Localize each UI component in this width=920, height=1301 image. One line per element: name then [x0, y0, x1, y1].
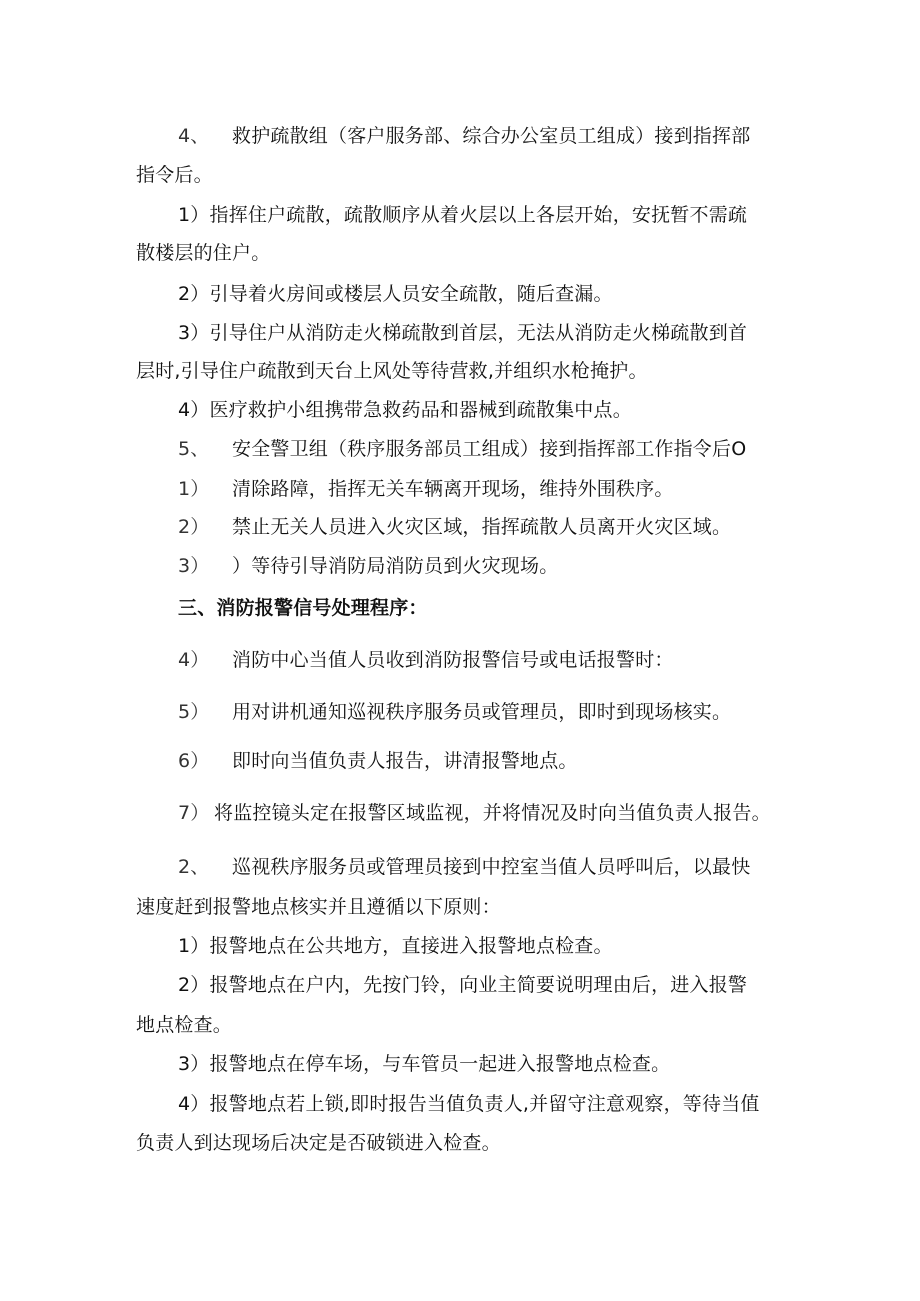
section5-item3 — [178, 554, 558, 578]
paragraph-text: 地点检查。 — [136, 1014, 233, 1036]
section4-item4 — [178, 398, 632, 422]
section4-item1-line2 — [136, 241, 270, 265]
paragraph-text: 3）引导住户从消防走火梯疏散到首层，无法从消防走火梯疏散到首 — [178, 322, 748, 344]
section2-line1 — [178, 855, 750, 879]
section-three-item7 — [178, 801, 771, 825]
section2-line2 — [136, 895, 501, 919]
item-number: 7） — [178, 802, 210, 824]
item-number: 3） — [178, 555, 210, 577]
paragraph-text: 负责人到达现场后决定是否破锁进入检查。 — [136, 1132, 501, 1154]
section-three-item6 — [178, 749, 578, 773]
item-text: 清除路障，指挥无关车辆离开现场，维持外围秩序。 — [232, 478, 674, 500]
paragraph-text: 1）报警地点在公共地方，直接进入报警地点检查。 — [178, 935, 613, 957]
item-number: 5） — [178, 701, 210, 723]
item-number: 1） — [178, 478, 210, 500]
section5-text: 安全警卫组（秩序服务部员工组成）接到指挥部工作指令后O — [232, 438, 747, 460]
paragraph-text: 1）指挥住户疏散，疏散顺序从着火层以上各层开始，安抚暂不需疏 — [178, 204, 748, 226]
item-text: 即时向当值负责人报告，讲清报警地点。 — [232, 750, 578, 772]
item-number: 4） — [178, 649, 210, 671]
section4-line1 — [178, 124, 750, 148]
section4-item2 — [178, 282, 613, 306]
section-three-heading — [178, 596, 428, 620]
section4-text-line2: 指令后。 — [136, 164, 213, 186]
section4-line2 — [136, 163, 213, 187]
section2-item3 — [178, 1052, 670, 1076]
section-three-item4 — [178, 648, 674, 672]
section5-item1 — [178, 477, 674, 501]
section5-number: 5、 — [178, 438, 210, 460]
section-three-item5 — [178, 700, 731, 724]
item-text: ）等待引导消防局消防员到火灾现场。 — [232, 555, 559, 577]
section2-item2-line1 — [178, 973, 747, 997]
section4-text-line1: 救护疏散组（客户服务部、综合办公室员工组成）接到指挥部 — [232, 125, 751, 147]
paragraph-text: 4）医疗救护小组携带急救药品和器械到疏散集中点。 — [178, 399, 632, 421]
section2-text-line1: 巡视秩序服务员或管理员接到中控室当值人员呼叫后，以最快 — [232, 856, 751, 878]
section2-item2-line2 — [136, 1013, 232, 1037]
paragraph-text: 2）报警地点在户内，先按门铃，向业主简要说明理由后，进入报警 — [178, 974, 748, 996]
paragraph-text: 3）报警地点在停车场，与车管员一起进入报警地点检查。 — [178, 1053, 671, 1075]
section2-item4-line1 — [178, 1092, 760, 1116]
section4-item3-line1 — [178, 321, 747, 345]
section5-line — [178, 437, 746, 461]
section4-item1-line1 — [178, 203, 747, 227]
section5-item2 — [178, 515, 731, 539]
paragraph-text: 层时,引导住户疏散到天台上风处等待营救,并组织水枪掩护。 — [136, 360, 648, 382]
item-text: 将监控镜头定在报警区域监视，并将情况及时向当值负责人报告。 — [214, 802, 771, 824]
section2-text-line2: 速度赶到报警地点核实并且遵循以下原则： — [136, 896, 501, 918]
item-text: 消防中心当值人员收到消防报警信号或电话报警时： — [232, 649, 674, 671]
section2-item4-line2 — [136, 1131, 501, 1155]
item-number: 6） — [178, 750, 210, 772]
item-text: 用对讲机通知巡视秩序服务员或管理员，即时到现场核实。 — [232, 701, 732, 723]
section2-number: 2、 — [178, 856, 210, 878]
item-number: 2） — [178, 516, 210, 538]
heading-text: 三、消防报警信号处理程序： — [178, 597, 428, 619]
paragraph-text: 2）引导着火房间或楼层人员安全疏散，随后查漏。 — [178, 283, 613, 305]
paragraph-text: 散楼层的住户。 — [136, 242, 271, 264]
item-text: 禁止无关人员进入火灾区域，指挥疏散人员离开火灾区域。 — [232, 516, 732, 538]
paragraph-text: 4）报警地点若上锁,即时报告当值负责人,并留守注意观察，等待当值 — [178, 1093, 760, 1115]
section4-number: 4、 — [178, 125, 210, 147]
section2-item1 — [178, 934, 613, 958]
section4-item3-line2 — [136, 359, 648, 383]
